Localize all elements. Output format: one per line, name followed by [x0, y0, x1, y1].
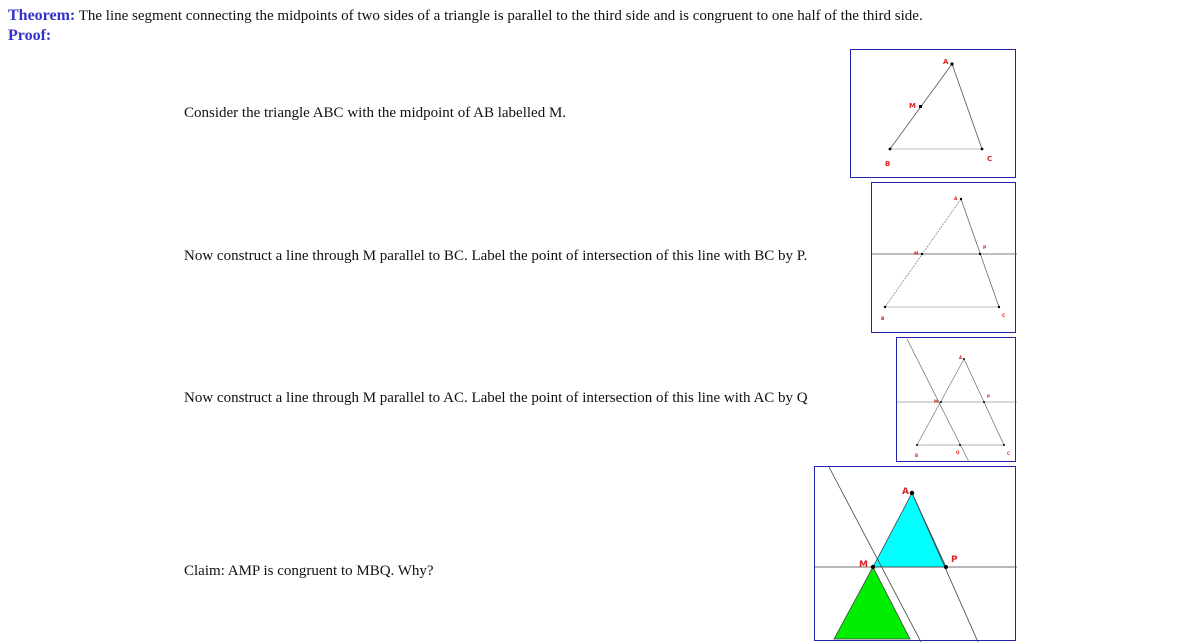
point-p: [983, 401, 985, 403]
point-m: [919, 105, 922, 108]
point-b: [884, 306, 886, 308]
triangle-mbq: [834, 567, 910, 639]
figure-triangle-abc: [850, 49, 1016, 178]
label-m: M: [914, 252, 919, 257]
proof-label: Proof:: [8, 27, 52, 44]
theorem-colon: :: [69, 7, 76, 24]
label-a: A: [959, 355, 963, 360]
point-m: [921, 253, 923, 255]
label-a: A: [902, 487, 909, 497]
proof-step-3: Now construct a line through M parallel to AC. Label the point of intersection of this line with AC by Q: [184, 390, 808, 406]
figure-congruent-triangles: [814, 466, 1016, 641]
point-p: [979, 253, 981, 255]
label-m: M: [909, 102, 916, 110]
label-a: A: [954, 197, 958, 202]
label-b: B: [881, 317, 885, 322]
point-c: [1003, 444, 1005, 446]
figure-3-drawing: [897, 338, 1017, 463]
figure-parallel-to-bc: [871, 182, 1016, 333]
label-b: B: [885, 160, 891, 168]
point-a: [950, 62, 953, 65]
theorem-statement: [8, 6, 923, 26]
figure-2-drawing: [872, 183, 1017, 334]
figure-4-drawing: [815, 467, 1017, 642]
point-c: [998, 306, 1000, 308]
label-c: C: [1007, 451, 1010, 456]
point-c: [981, 148, 984, 151]
point-m: [940, 401, 942, 403]
segment-ac: [952, 64, 982, 149]
label-m: M: [859, 560, 868, 570]
label-m: M: [934, 399, 938, 404]
point-q: [959, 444, 961, 446]
triangle-amp: [873, 493, 946, 567]
point-p: [944, 565, 948, 569]
theorem-label: Theorem: [8, 7, 70, 24]
label-p: P: [983, 246, 987, 251]
point-b: [889, 148, 892, 151]
theorem-header: [8, 6, 923, 45]
label-q: Q: [956, 450, 960, 455]
label-c: C: [1002, 314, 1006, 319]
point-a: [910, 491, 914, 495]
label-a: A: [943, 58, 949, 66]
figure-parallel-to-ac: [896, 337, 1016, 462]
point-m: [871, 565, 875, 569]
label-b: B: [915, 453, 919, 458]
segment-ab: [885, 199, 961, 307]
label-p: P: [951, 555, 958, 565]
proof-step-4: Claim: AMP is congruent to MBQ. Why?: [184, 563, 434, 579]
proof-step-1: Consider the triangle ABC with the midpoint of AB labelled M.: [184, 105, 567, 121]
point-b: [916, 444, 918, 446]
label-c: C: [987, 155, 993, 163]
theorem-text: The line segment connecting the midpoints of two sides of a triangle is parallel to the third side and is congruent to one half of the third side.: [75, 8, 923, 24]
figure-1-drawing: [851, 50, 1017, 179]
label-p: P: [987, 394, 990, 399]
proof-step-2: Now construct a line through M parallel to BC. Label the point of intersection of this line with BC by P.: [184, 248, 808, 264]
point-a: [963, 358, 965, 360]
point-a: [960, 198, 962, 200]
